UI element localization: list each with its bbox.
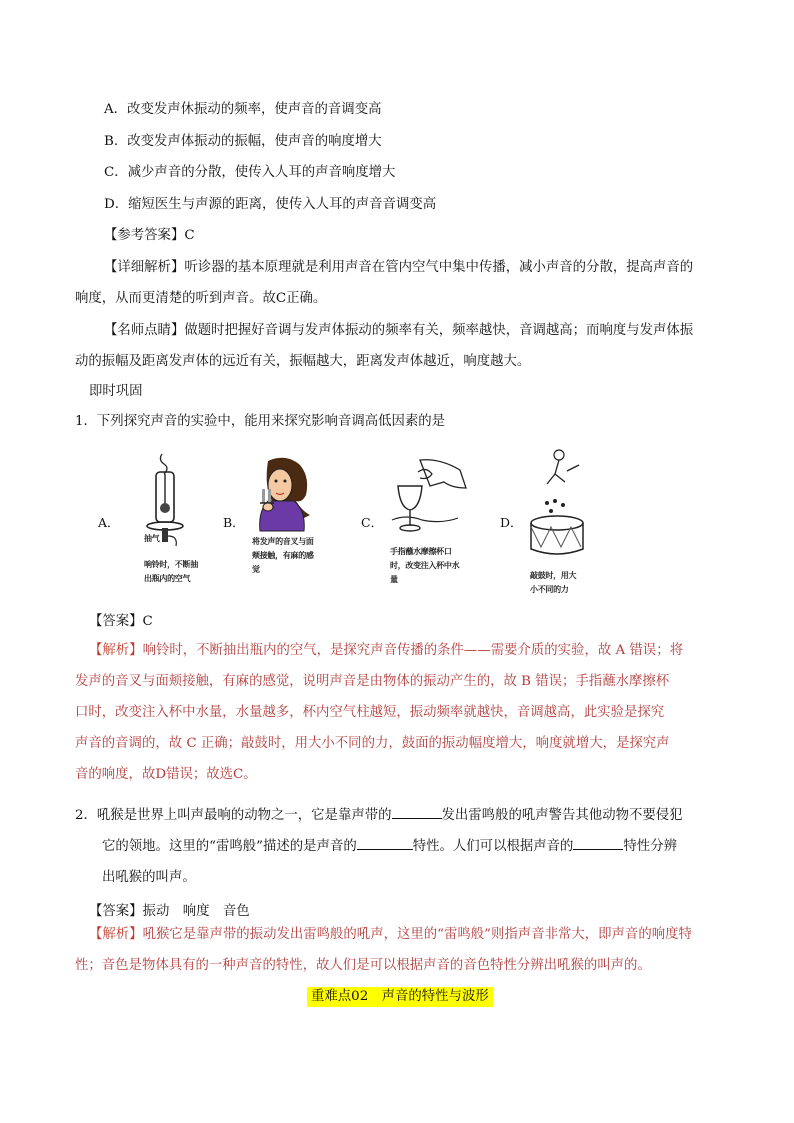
tips-line-1: 【名师点睛】做题时把握好音调与发声体振动的频率有关，频率越快，音调越高；而响度与发声体振 — [104, 323, 694, 338]
tips-line-2: 动的振幅及距离发声体的远近有关，振幅越大，距离发声体越近，响度越大。 — [75, 354, 531, 369]
figure-a-label: A． — [98, 515, 120, 530]
figure-d-label: D． — [500, 515, 523, 530]
q2-explain-text-1: 吼猴它是靠声带的振动发出雷鸣般的吼声，这里的“雷鸣般”则指声音非常大，即声音的响度特 — [142, 927, 692, 942]
section-label: 即时巩固 — [89, 384, 143, 399]
q1-answer: 【答案】C — [89, 614, 153, 629]
q2-line-3: 出吼猴的叫声。 — [102, 870, 196, 885]
q2-explain-line-2: 性；音色是物体具有的一种声音的特性，故人们是可以根据声音的音色特性分辨出吼猴的叫声的。 — [75, 958, 651, 973]
section-title: 重难点02 声音的特性与波形 — [307, 987, 493, 1007]
figure-b-label: B． — [223, 515, 245, 530]
figure-b-caption-2: 颊接触，有麻的感 — [252, 551, 314, 560]
figure-d-caption-1: 敲鼓时，用大 — [530, 571, 577, 580]
q2-line-2a: 它的领地。这里的“雷鸣般”描述的是声音的 — [102, 839, 357, 854]
q2-line-2 — [102, 836, 677, 857]
figure-c-label: C． — [361, 515, 384, 530]
q2-explain-label: 【解析】 — [89, 927, 143, 942]
analysis-line-2: 响度，从而更清楚的听到声音。故C正确。 — [75, 291, 327, 306]
tuning-fork-face-icon — [246, 455, 326, 535]
figure-a-caption-1: 响铃时，不断抽 — [144, 560, 198, 569]
q2-line-2b: 特性。人们可以根据声音的 — [412, 839, 574, 854]
option-a: A．改变发声休振动的频率，使声音的音调变高 — [104, 102, 382, 117]
q1-explain-line-1 — [89, 641, 683, 661]
q1-explain-line-2: 发声的音叉与面颊接触，有麻的感觉，说明声音是由物体的振动产生的，故 B 错误；手指蘸水摩擦杯 — [75, 674, 670, 689]
wine-glass-icon — [390, 458, 470, 538]
figure-a-caption-2: 出瓶内的空气 — [144, 574, 191, 583]
figure-c-caption-1: 手指蘸水摩擦杯口 — [390, 547, 452, 556]
option-c: C．减少声音的分散，使传入人耳的声音响度增大 — [104, 165, 396, 180]
q2-line-1b: 发出雷鸣般的吼声警告其他动物不要侵犯 — [441, 808, 683, 823]
analysis-line-1: 【详细解析】听诊器的基本原理就是利用声音在管内空气中集中传播，减小声音的分散，提高声音的 — [104, 260, 694, 275]
reference-answer: 【参考答案】C — [104, 228, 195, 243]
q2-answer: 【答案】振动 响度 音色 — [89, 904, 250, 919]
q2-blank-1 — [392, 805, 442, 819]
q1-stem: 1．下列探究声音的实验中，能用来探究影响音调高低因素的是 — [75, 414, 446, 429]
q1-explain-label: 【解析】 — [89, 643, 143, 658]
q2-line-1 — [75, 805, 683, 826]
figure-b-caption-1: 将发声的音叉与面 — [252, 537, 314, 546]
q2-blank-2 — [357, 836, 413, 850]
q1-explain-text-1: 响铃时，不断抽出瓶内的空气，是探究声音传播的条件——需要介质的实验，故 A 错误；将 — [142, 643, 683, 658]
q2-explain-line-1 — [89, 925, 692, 945]
q2-line-2c: 特性分辨 — [623, 839, 677, 854]
q2-line-1a: 2．吼猴是世界上叫声最响的动物之一，它是靠声带的 — [75, 808, 392, 823]
figure-c-caption-2: 时，改变注入杯中水 — [390, 561, 460, 570]
option-d: D．缩短医生与声源的距离，使传入人耳的声音音调变高 — [104, 197, 437, 212]
q2-blank-3 — [573, 836, 623, 850]
figure-b-caption-3: 觉 — [252, 565, 260, 574]
q1-explain-line-3: 口时，改变注入杯中水量，水量越多，杯内空气柱越短，振动频率就越快，音调越高，此实验是探究 — [75, 705, 665, 720]
figure-a-icon-text: 抽气 — [144, 534, 160, 543]
q1-explain-line-4: 声音的音调的，故 C 正确；敲鼓时，用大小不同的力，鼓面的振动幅度增大，响度就增大，是探究声 — [75, 736, 670, 751]
drum-icon — [525, 445, 590, 565]
figure-c-caption-3: 量 — [390, 575, 398, 584]
option-b: B．改变发声体振动的振幅，使声音的响度增大 — [104, 134, 382, 149]
q1-explain-line-5: 音的响度，故D错误；故选C。 — [75, 767, 257, 782]
figure-d-caption-2: 小不同的力 — [530, 585, 569, 594]
